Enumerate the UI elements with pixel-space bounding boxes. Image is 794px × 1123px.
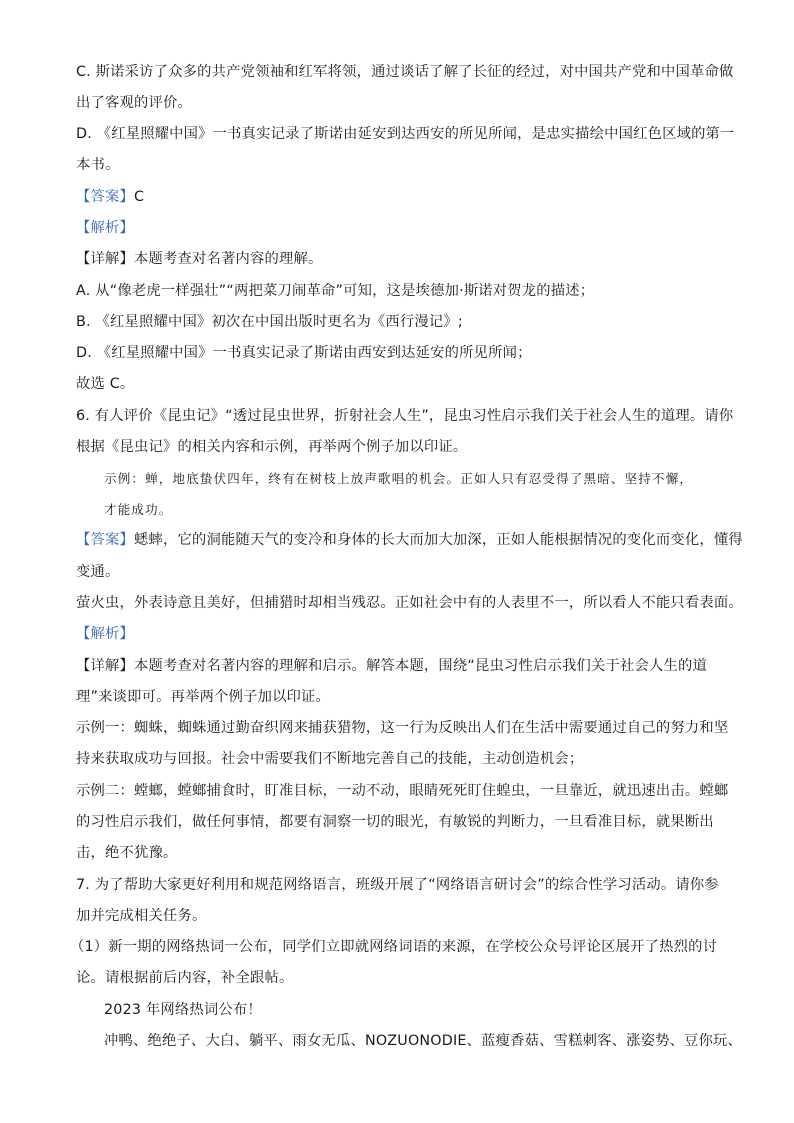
q7-post-title: 2023 年网络热词公布！	[104, 1002, 262, 1018]
q5-option-d-line2: 本书。	[76, 157, 120, 173]
q6-example-line2: 才能成功。	[104, 502, 173, 517]
q5-conclusion: 故选 C。	[76, 376, 135, 392]
q5-point-d: D. 《红星照耀中国》一书真实记录了斯诺由西安到达延安的所见所闻；	[76, 345, 532, 361]
q7-post-words: 冲鸭、绝绝子、大白、躺平、雨女无瓜、NOZUONODIE、蓝瘦香菇、雪糕刺客、涨姿势、豆你玩、	[104, 1033, 743, 1049]
q5-option-c-line2: 出了客观的评价。	[76, 95, 192, 111]
detail-tag: 【详解】	[76, 658, 134, 674]
q6-answer-line3: 萤火虫，外表诗意且美好，但捕猎时却相当残忍。正如社会中有的人表里不一，所以看人不能只看表面。	[76, 595, 743, 611]
q6-example1-line2: 持来获取成功与回报。社会中需要我们不断地完善自己的技能，主动创造机会；	[76, 751, 584, 767]
answer-tag: 【答案】	[76, 189, 134, 205]
detail-text: 本题考查对名著内容的理解和启示。解答本题，围绕“昆虫习性启示我们关于社会人生的道	[134, 658, 707, 674]
q7-stem-line2: 加并完成相关任务。	[76, 908, 207, 924]
q5-analysis-tag: 【解析】	[76, 220, 134, 236]
answer-tag: 【答案】	[76, 532, 134, 548]
q6-stem-line1: 6. 有人评价《昆虫记》“透过昆虫世界，折射社会人生”，昆虫习性启示我们关于社会人生的道理。请你	[76, 408, 734, 424]
detail-text: 本题考查对名著内容的理解。	[134, 251, 323, 267]
q7-stem-line1: 7. 为了帮助大家更好利用和规范网络语言，班级开展了“网络语言研讨会”的综合性学习活动。请你参	[76, 877, 719, 893]
q6-answer-line2: 变通。	[76, 564, 120, 580]
q5-point-b: B. 《红星照耀中国》初次在中国出版时更名为《西行漫记》;	[76, 314, 463, 330]
q7-sub1-line2: 论。请根据前后内容，补全跟帖。	[76, 970, 294, 986]
detail-tag: 【详解】	[76, 251, 134, 267]
q6-answer-line1	[76, 530, 743, 550]
q6-example-line1: 示例：蝉，地底蛰伏四年，终有在树枝上放声歌唱的机会。正如人只有忍受得了黑暗、坚持不懈，	[104, 471, 694, 486]
answer-value: C	[134, 189, 145, 205]
answer-text: 蟋蟀，它的洞能随天气的变冷和身体的长大而加大加深，正如人能根据情况的变化而变化，懂得	[134, 532, 743, 548]
q5-option-d-line1: D. 《红星照耀中国》一书真实记录了斯诺由延安到达西安的所见所闻，是忠实描绘中国红色区域的第一	[76, 126, 735, 142]
q6-example2-line3: 击，绝不犹豫。	[76, 845, 178, 861]
q6-analysis-tag: 【解析】	[76, 626, 134, 642]
q6-detail-line2: 理”来谈即可。再举两个例子加以印证。	[76, 689, 331, 705]
q6-stem-line2: 根据《昆虫记》的相关内容和示例，再举两个例子加以印证。	[76, 439, 468, 455]
q6-example1-line1: 示例一：蜘蛛，蜘蛛通过勤奋织网来捕获猎物，这一行为反映出人们在生活中需要通过自己的努力和坚	[76, 720, 729, 736]
q6-example2-line2: 的习性启示我们，做任何事情，都要有洞察一切的眼光，有敏锐的判断力，一旦看准目标，就果断出	[76, 814, 714, 830]
q6-detail-line1	[76, 656, 707, 676]
q5-answer	[76, 187, 144, 207]
q6-example2-line1: 示例二：螳螂，螳螂捕食时，盯准目标，一动不动，眼睛死死盯住蝗虫，一旦靠近，就迅速出击。螳螂	[76, 783, 729, 799]
q5-detail	[76, 249, 322, 269]
q7-sub1-line1: （1）新一期的网络热词一公布，同学们立即就网络词语的来源，在学校公众号评论区展开了热烈的讨	[70, 939, 718, 955]
q5-option-c-line1: C. 斯诺采访了众多的共产党领袖和红军将领，通过谈话了解了长征的经过，对中国共产党和中国革命做	[76, 64, 734, 80]
q5-point-a: A. 从“像老虎一样强壮”“两把菜刀闹革命”可知，这是埃德加·斯诺对贺龙的描述；	[76, 283, 595, 299]
